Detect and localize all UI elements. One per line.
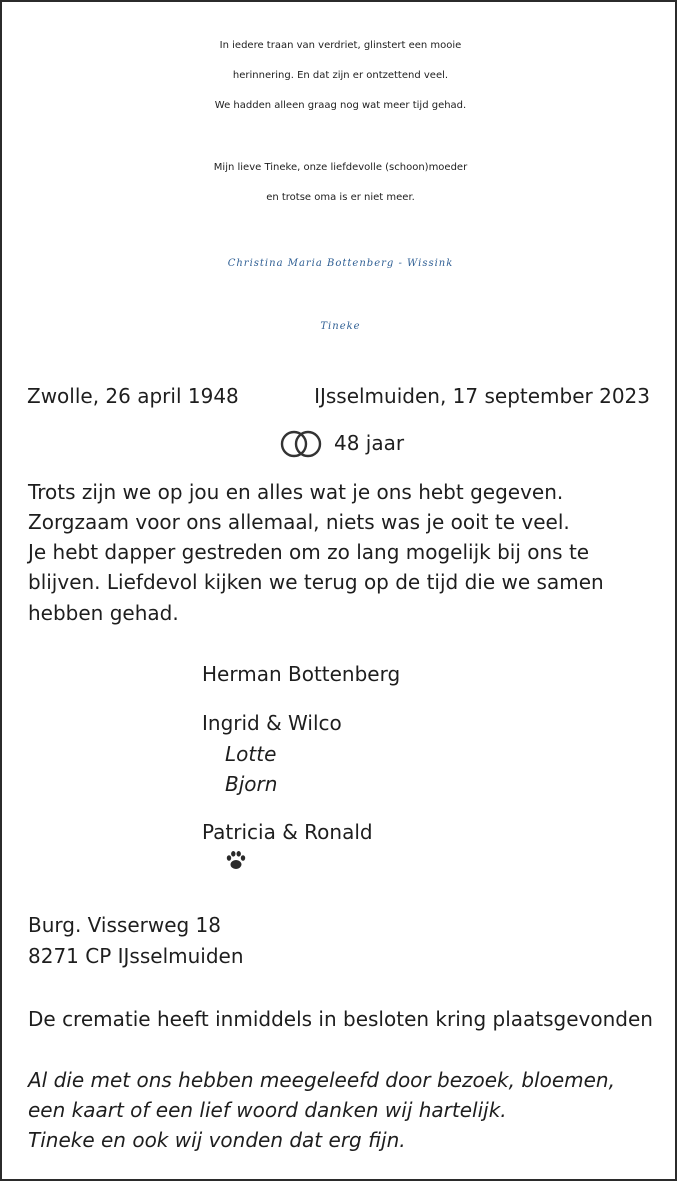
marriage-years: 48 jaar [334,431,405,455]
intro-line-4: Mijn lieve Tineke, onze liefdevolle (schoon)moeder [213,162,468,173]
thanks-line-1: Al die met ons hebben meegeleefd door bezoek, bloemen, [28,1068,615,1092]
tribute-line-4: blijven. Liefdevol kijken we terug op de tijd die we samen [28,570,604,594]
thanks-line-2: een kaart of een lief woord danken wij hartelijk. [28,1098,507,1122]
tribute-line-5: hebben gehad. [28,601,179,625]
intro-line-3: We hadden alleen graag nog wat meer tijd gehad. [214,100,467,111]
deceased-nickname: Tineke [320,321,361,332]
death-place-date: IJsselmuiden, 17 september 2023 [314,384,650,408]
intro-line-5: en trotse oma is er niet meer. [266,192,415,203]
tribute-line-2: Zorgzaam voor ons allemaal, niets was je ooit te veel. [28,510,570,534]
address-street: Burg. Visserweg 18 [28,913,222,937]
address-city: 8271 CP IJsselmuiden [28,944,244,968]
family-spouse: Herman Bottenberg [202,662,401,686]
paw-icon [225,849,247,876]
family-child-1: Ingrid & Wilco [202,711,342,735]
deceased-full-name: Christina Maria Bottenberg - Wissink [227,258,454,269]
family-child-2: Patricia & Ronald [202,820,373,844]
tribute-line-1: Trots zijn we op jou en alles wat je ons hebt gegeven. [28,480,564,504]
family-grandchild-2: Bjorn [225,772,278,796]
cremation-notice: De crematie heeft inmiddels in besloten kring plaatsgevonden [28,1007,653,1031]
birth-place-date: Zwolle, 26 april 1948 [27,384,239,408]
tribute-line-3: Je hebt dapper gestreden om zo lang mogelijk bij ons te [28,540,590,564]
intro-line-2: herinnering. En dat zijn er ontzettend veel. [232,70,449,81]
family-grandchild-1: Lotte [225,742,277,766]
thanks-line-3: Tineke en ook wij vonden dat erg fijn. [28,1128,406,1152]
intro-line-1: In iedere traan van verdriet, glinstert een mooie [219,40,462,51]
wedding-rings-icon [277,429,325,464]
